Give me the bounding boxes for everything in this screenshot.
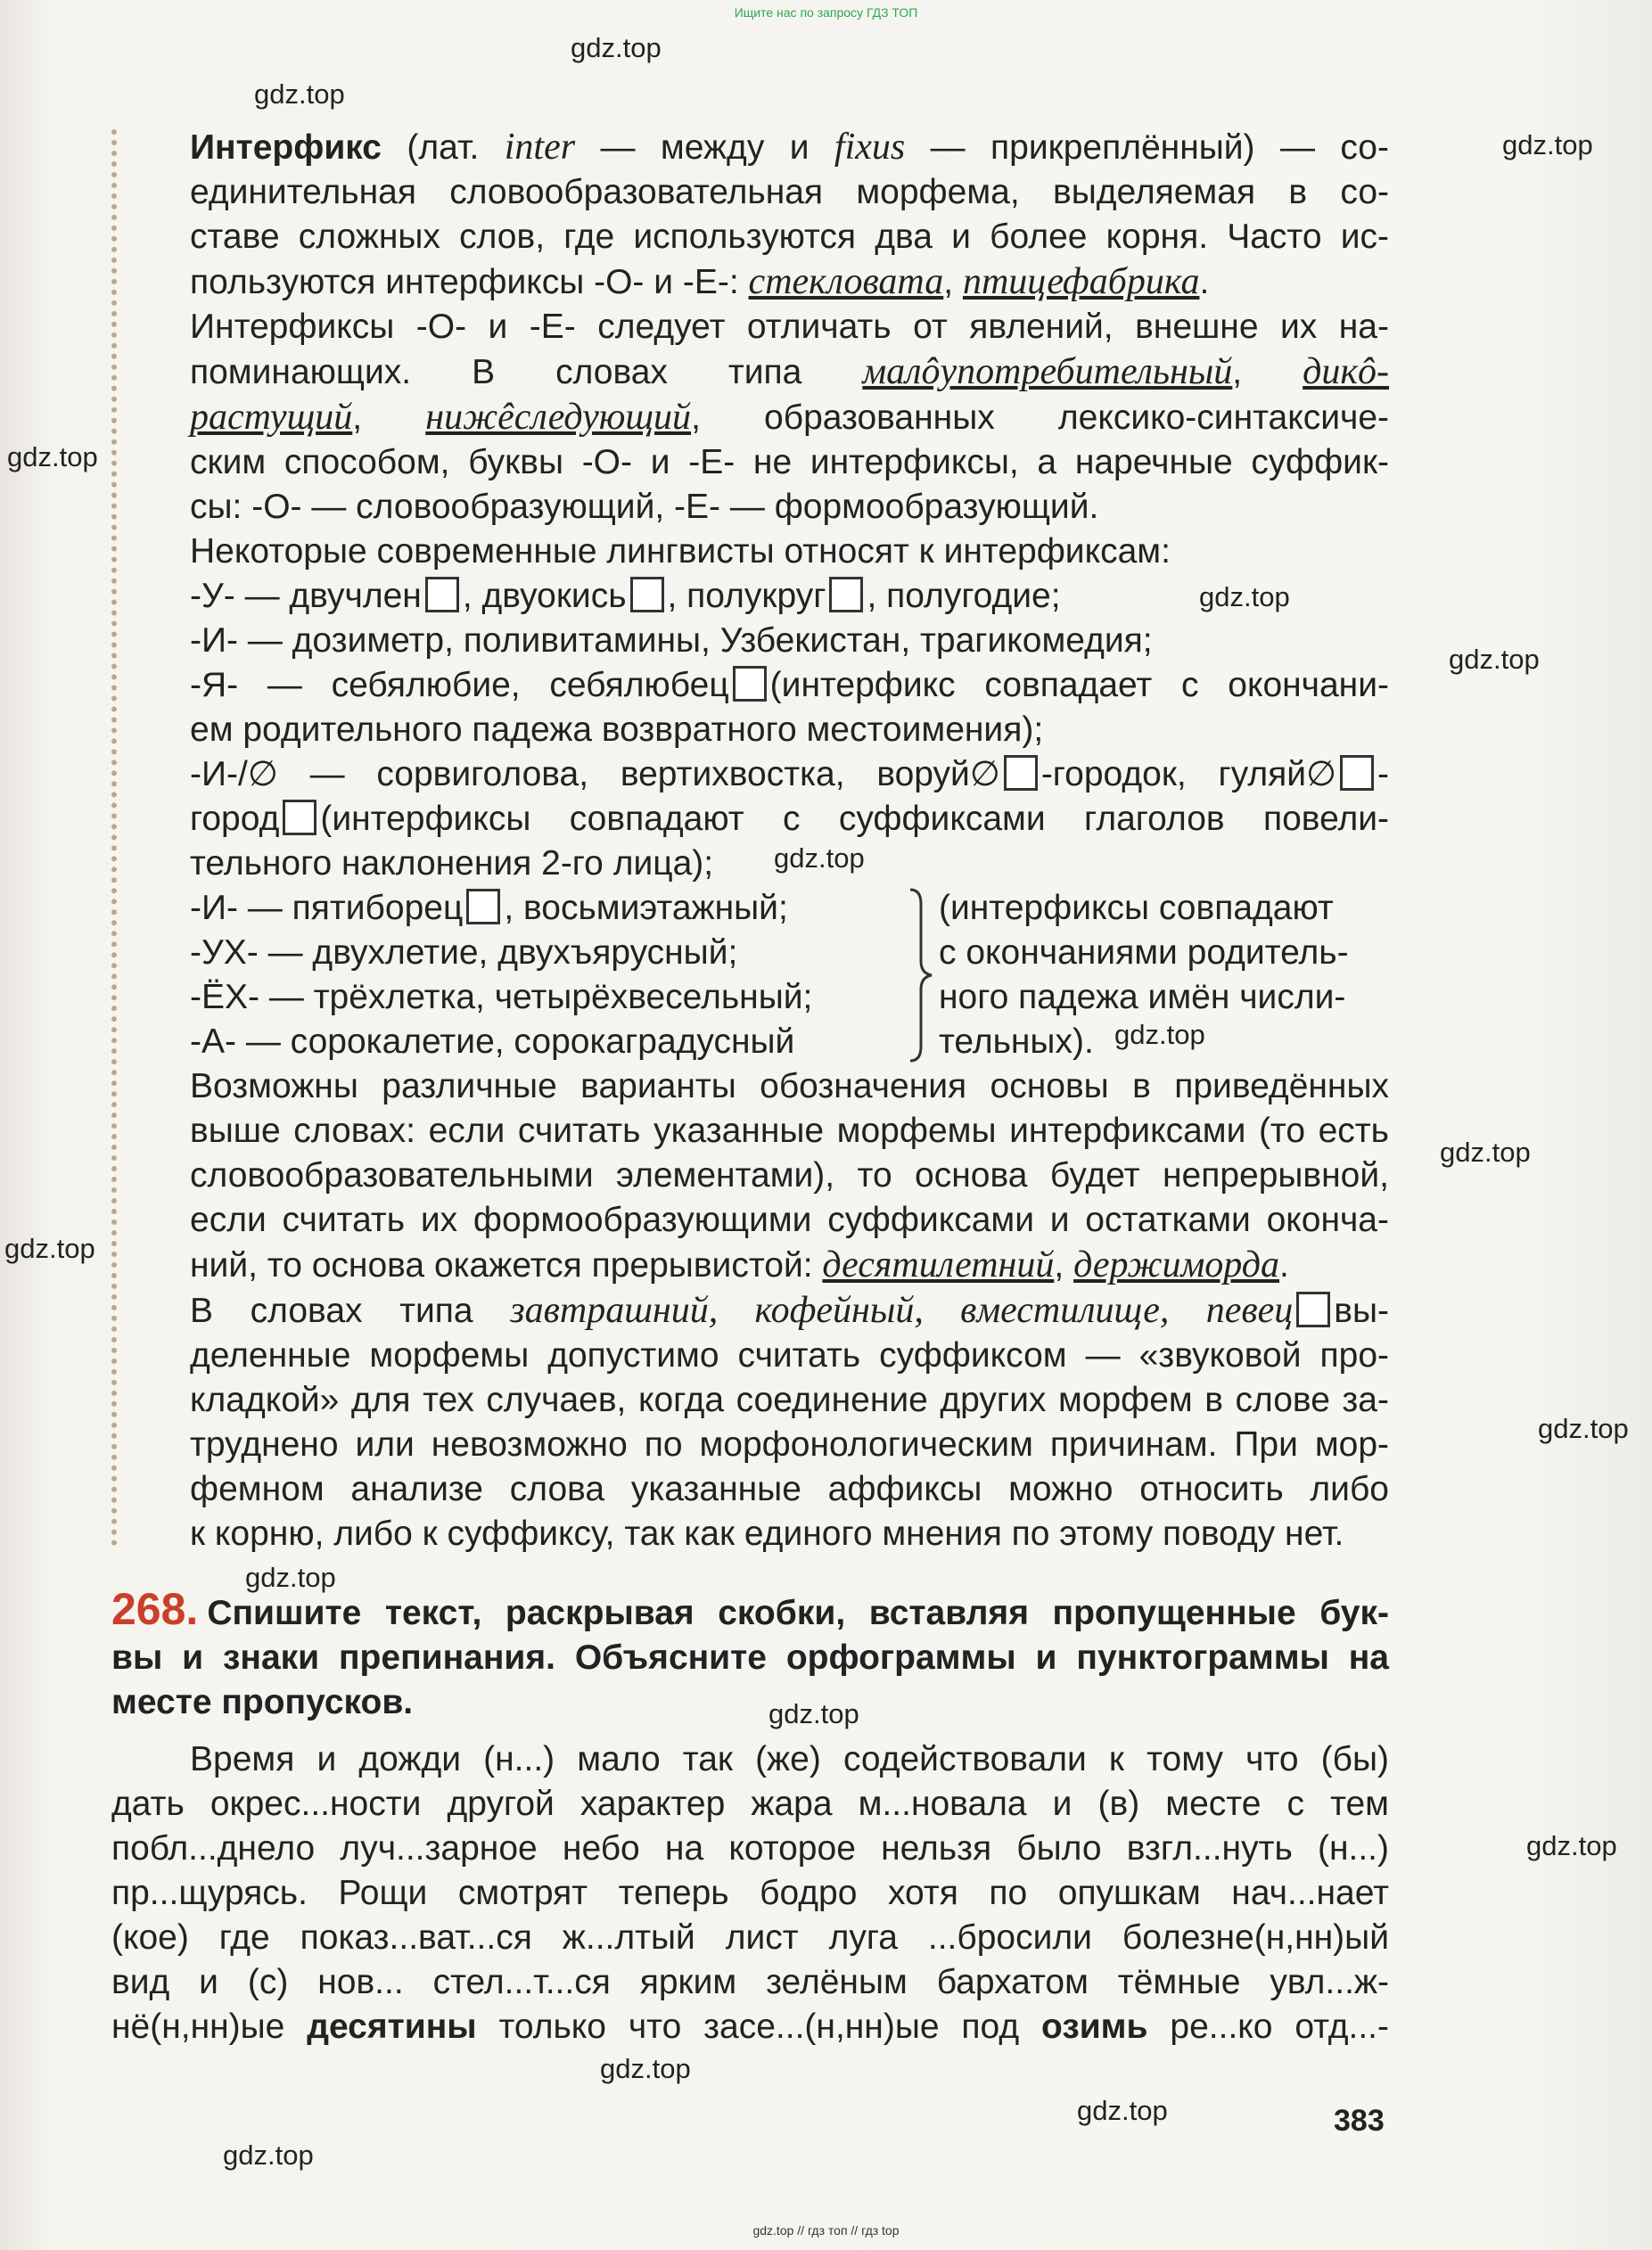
watermark: gdz.top: [1077, 2095, 1168, 2126]
text: — прикреплённый) — со-: [930, 128, 1389, 167]
exercise-task: Спишите текст, раскрывая скобки, вставляя пропущенные бук-: [207, 1594, 1389, 1632]
exercise-task-line: месте пропусков.: [111, 1683, 414, 1721]
text: , полукруг: [667, 577, 826, 615]
numeral-note: [939, 886, 1389, 1064]
rule-text: [190, 125, 1389, 1556]
bold-word: озимь: [1041, 2008, 1148, 2046]
rule-line: деленные морфемы допустимо считать суффиксом — «звуковой про-: [190, 1336, 1389, 1375]
exercise-text-line: пр...щурясь. Рощи смотрят теперь бодро хотя по опушкам нач...нает: [111, 1874, 1389, 1912]
exercise-text-line: Время и дожди (н...) мало так (же) содействовали к тому что (бы): [190, 1740, 1389, 1778]
watermark: gdz.top: [600, 2053, 691, 2084]
example-word: птицефабрика: [962, 261, 1200, 302]
ending-box: [829, 577, 863, 612]
curly-brace-icon: [903, 886, 935, 1064]
rule-line: тельных).: [939, 1022, 1094, 1061]
rule-line: [190, 752, 1389, 797]
rule-line: [190, 797, 1389, 842]
rule-line: ским способом, буквы -О- и -Е- не интерфиксы, а наречные суффик-: [190, 443, 1389, 481]
watermark: gdz.top: [1199, 581, 1290, 612]
ending-box: [733, 666, 767, 702]
rule-line: если считать их формообразующими суффиксами и остатками оконча-: [190, 1201, 1389, 1239]
bold-word: десятины: [307, 2008, 477, 2046]
rule-line: поминающих. В словах типа малôупотребительный, дикô-: [190, 351, 1390, 392]
text: город: [190, 800, 280, 838]
text: -городок, гуляй∅: [1040, 755, 1336, 793]
watermark: gdz.top: [4, 1233, 95, 1264]
watermark: gdz.top: [1440, 1137, 1531, 1168]
rule-line: [190, 1288, 1389, 1334]
example-word: растущий: [190, 397, 353, 438]
example-word: стекловата: [748, 261, 944, 302]
ending-box: [1340, 755, 1374, 791]
watermark: gdz.top: [254, 78, 345, 110]
rule-line: [190, 574, 1389, 619]
text: ний, то основа окажется прерывистой:: [190, 1246, 813, 1285]
rule-line: с окончаниями родитель-: [939, 933, 1349, 972]
exercise-text-line: [111, 2005, 1389, 2049]
rule-line: -УХ- — двухлетие, двухъярусный;: [190, 933, 738, 972]
latin-word: inter: [504, 127, 576, 168]
rule-line: словообразовательными элементами), то основа будет непрерывной,: [190, 1156, 1389, 1195]
watermark: gdz.top: [1449, 644, 1540, 675]
rule-line: [190, 886, 939, 931]
rule-line: растущий, нижêследующий, образованных лексико-синтаксиче-: [190, 397, 1389, 438]
rule-line: ний, то основа окажется прерывистой: десятилетний, держиморда.: [190, 1244, 1289, 1285]
ending-box: [630, 577, 664, 612]
text: ре...ко отд...-: [1170, 2008, 1389, 2046]
text: пользуются интерфиксы -О- и -Е-:: [190, 263, 739, 301]
exercise-task-line: вы и знаки препинания. Объясните орфограммы и пунктограммы на: [111, 1638, 1389, 1677]
text: -: [1377, 755, 1389, 793]
bottom-banner: gdz.top // гдз топ // гдз top: [752, 2223, 900, 2238]
text: -И-/∅ — сорвиголова, вертихвостка, воруй∅: [190, 755, 1000, 793]
text: (лат.: [407, 128, 480, 167]
watermark: gdz.top: [571, 32, 662, 63]
example-word: нижêследующий: [425, 397, 692, 438]
watermark: gdz.top: [223, 2139, 314, 2171]
exercise-text-line: дать окрес...ности другой характер жара м...новала и (в) месте с тем: [111, 1785, 1389, 1823]
text: , восьмиэтажный;: [504, 889, 788, 927]
exercise-text-line: вид и (с) нов... стел...т...ся ярким зелёным бархатом тёмные увл...ж-: [111, 1963, 1389, 2001]
rule-line: ного падежа имён числи-: [939, 978, 1346, 1016]
text: -И- — пятиборец: [190, 889, 464, 927]
rule-line: ставе сложных слов, где используются два и более корня. Часто ис-: [190, 218, 1389, 256]
rule-line: (интерфиксы совпадают: [939, 889, 1334, 927]
watermark: gdz.top: [1502, 129, 1593, 160]
watermark: gdz.top: [768, 1698, 859, 1729]
rule-line: пользуются интерфиксы -О- и -Е-: стекловата, птицефабрика.: [190, 261, 1210, 302]
page-number: 383: [1334, 2104, 1385, 2138]
watermark: gdz.top: [7, 441, 98, 472]
numeral-examples: [190, 886, 939, 1064]
rule-line: Интерфиксы -О- и -Е- следует отличать от явлений, внешне их на-: [190, 308, 1389, 346]
rule-line: выше словах: если считать указанные морфемы интерфиксами (то есть: [190, 1112, 1389, 1150]
ending-box: [1296, 1292, 1330, 1327]
watermark: gdz.top: [1114, 1019, 1205, 1050]
exercise-text-line: побл...днело луч...зарное небо на которое нельзя было взгл...нуть (н...): [111, 1829, 1389, 1868]
rule-line: единительная словообразовательная морфема, выделяемая в со-: [190, 173, 1389, 211]
rule-line: [190, 663, 1389, 708]
exercise-text-line: (кое) где показ...ват...ся ж...лтый лист луга ...бросили болезне(н,нн)ый: [111, 1918, 1389, 1957]
text: (интерфиксы совпадают с суффиксами глаголов повели-: [320, 800, 1389, 838]
watermark: gdz.top: [1526, 1830, 1617, 1861]
rule-line: [190, 125, 1389, 170]
text: вы-: [1334, 1292, 1389, 1330]
exercise-number: 268.: [111, 1584, 199, 1634]
rule-line: фемном анализе слова указанные аффиксы можно относить либо: [190, 1470, 1389, 1508]
rule-line: -ЁХ- — трёхлетка, четырёхвесельный;: [190, 978, 813, 1016]
ending-box: [283, 800, 316, 835]
rule-line: кладкой» для тех случаев, когда соединение других морфем в слове за-: [190, 1381, 1389, 1419]
rule-line: к корню, либо к суффиксу, так как единого мнения по этому поводу нет.: [190, 1515, 1344, 1553]
text: , полугодие;: [867, 577, 1061, 615]
rule-line: труднено или невозможно по морфонологическим причинам. При мор-: [190, 1425, 1389, 1464]
text: (интерфикс совпадает с окончани-: [769, 666, 1389, 704]
top-banner: Ищите нас по запросу ГДЗ ТОП: [734, 5, 918, 20]
text: образованных лексико-синтаксиче-: [764, 398, 1389, 437]
watermark: gdz.top: [245, 1562, 336, 1593]
ending-box: [1004, 755, 1038, 791]
text: только что засе...(н,нн)ые под: [498, 2008, 1020, 2046]
ending-box: [466, 889, 500, 924]
numeral-interfix-group: [190, 886, 1389, 1064]
term-interfix: Интерфикс: [190, 128, 382, 167]
exercise-268: [111, 1584, 1389, 2049]
rule-line: Возможны различные варианты обозначения основы в приведённых: [190, 1067, 1389, 1105]
ending-box: [425, 577, 459, 612]
text: -Я- — себялюбие, себялюбец: [190, 666, 729, 704]
example-words: завтрашний, кофейный, вместилище, певец: [510, 1290, 1294, 1331]
watermark: gdz.top: [1538, 1413, 1629, 1444]
rule-line: ем родительного падежа возвратного местоимения);: [190, 710, 1044, 749]
text: -У- — двучлен: [190, 577, 422, 615]
example-word: держиморда: [1073, 1244, 1279, 1285]
example-word: дикô-: [1303, 351, 1390, 392]
rule-line: -А- — сорокалетие, сорокаградусный: [190, 1022, 795, 1061]
example-word: десятилетний: [822, 1244, 1055, 1285]
exercise-task-line: [111, 1584, 1389, 1636]
rule-line: сы: -О- — словообразующий, -Е- — формообразующий.: [190, 488, 1099, 526]
example-word: малôупотребительный: [862, 351, 1233, 392]
latin-word: fixus: [834, 127, 906, 168]
text: В словах типа: [190, 1292, 473, 1330]
text: , двуокись: [462, 577, 627, 615]
rule-line: тельного наклонения 2-го лица);: [190, 844, 714, 883]
text: нё(н,нн)ые: [111, 2008, 285, 2046]
rule-line: -И- — дозиметр, поливитамины, Узбекистан, трагикомедия;: [190, 621, 1153, 660]
watermark: gdz.top: [774, 842, 865, 874]
text: поминающих. В словах типа: [190, 353, 802, 391]
rule-line: Некоторые современные лингвисты относят к интерфиксам:: [190, 532, 1171, 571]
text: — между и: [600, 128, 810, 167]
